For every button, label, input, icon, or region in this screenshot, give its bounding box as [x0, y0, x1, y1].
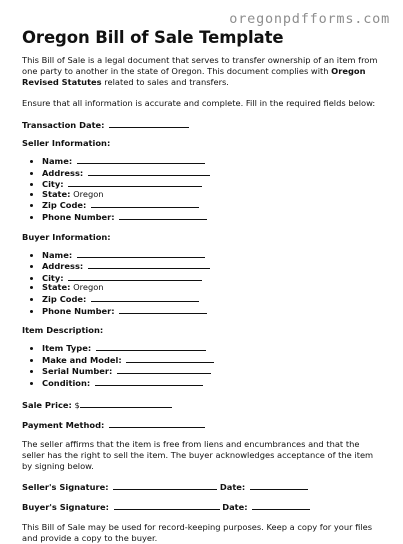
buyer-address-item — [42, 260, 384, 272]
item-serial-label: Serial Number: — [42, 366, 113, 377]
item-condition-label: Condition: — [42, 377, 91, 388]
seller-city-field[interactable] — [68, 178, 202, 187]
buyer-date-field[interactable] — [252, 501, 310, 510]
seller-heading: Seller Information: — [22, 138, 111, 148]
buyer-state-label: State: — [42, 282, 71, 293]
buyer-signature-label: Buyer's Signature: — [22, 501, 109, 512]
buyer-name-item — [42, 249, 384, 261]
seller-phone-item — [42, 211, 384, 223]
transaction-date-label: Transaction Date: — [22, 120, 105, 130]
sale-price-row — [22, 399, 384, 411]
seller-signature-label: Seller's Signature: — [22, 481, 109, 492]
buyer-city-label: City: — [42, 272, 64, 283]
seller-address-label: Address: — [42, 167, 84, 178]
buyer-name-label: Name: — [42, 249, 73, 260]
seller-signature-row — [22, 481, 384, 493]
intro-text-2: related to sales and transfers. — [101, 77, 229, 87]
item-make-item — [42, 354, 384, 366]
intro-paragraph — [22, 55, 384, 88]
item-type-item — [42, 342, 384, 354]
buyer-list — [22, 249, 384, 317]
buyer-signature-field[interactable] — [114, 501, 220, 510]
item-type-field[interactable] — [96, 342, 206, 351]
document-body — [22, 28, 384, 544]
buyer-date-label: Date: — [222, 501, 248, 512]
buyer-address-label: Address: — [42, 261, 84, 272]
site-watermark: oregonpdfforms.com — [229, 11, 390, 27]
buyer-address-field[interactable] — [88, 260, 210, 269]
seller-date-label: Date: — [219, 481, 246, 492]
item-make-label: Make and Model: — [42, 354, 122, 365]
item-serial-field[interactable] — [117, 365, 211, 374]
buyer-signature-row — [22, 501, 384, 513]
seller-name-label: Name: — [42, 156, 73, 166]
seller-state-item — [42, 190, 384, 200]
footer-paragraph: This Bill of Sale may be used for record-keeping purposes. Keep a copy for your files and provide a copy to the buyer. — [22, 521, 373, 543]
seller-date-field[interactable] — [250, 481, 308, 490]
sale-price-label: Sale Price: — [22, 399, 72, 410]
payment-method-row — [22, 419, 384, 431]
buyer-phone-field[interactable] — [119, 305, 207, 314]
seller-zip-field[interactable] — [91, 199, 199, 208]
seller-state-label: State: — [42, 188, 71, 199]
seller-name-item — [42, 155, 384, 167]
seller-signature-field[interactable] — [113, 481, 217, 490]
seller-phone-field[interactable] — [119, 211, 207, 220]
transaction-date-row — [22, 119, 384, 131]
statute-reference: Oregon Revised Statutes — [22, 66, 366, 87]
buyer-name-field[interactable] — [77, 249, 205, 258]
payment-method-field[interactable] — [109, 419, 205, 428]
seller-address-field[interactable] — [88, 167, 210, 176]
buyer-zip-field[interactable] — [91, 293, 199, 302]
item-condition-field[interactable] — [95, 377, 203, 386]
document-title: Oregon Bill of Sale Template — [22, 28, 284, 47]
instructions-paragraph: Ensure that all information is accurate and complete. Fill in the required fields below: — [22, 98, 376, 108]
buyer-city-field[interactable] — [68, 272, 202, 281]
buyer-phone-item — [42, 305, 384, 317]
transaction-date-field[interactable] — [109, 119, 189, 128]
seller-list — [22, 155, 384, 223]
item-serial-item — [42, 365, 384, 377]
buyer-zip-label: Zip Code: — [42, 293, 87, 304]
buyer-state-value: Oregon — [73, 282, 104, 293]
buyer-state-item — [42, 283, 384, 293]
item-heading: Item Description: — [22, 325, 104, 336]
sale-price-currency: $ — [74, 399, 80, 410]
buyer-zip-item — [42, 293, 384, 305]
intro-text-1: This Bill of Sale is a legal document that serves to transfer ownership of an item from one party to another in the state of Oregon. This document complies with — [22, 55, 378, 76]
buyer-phone-label: Phone Number: — [42, 305, 115, 316]
item-type-label: Item Type: — [42, 343, 92, 354]
seller-name-field[interactable] — [77, 155, 205, 164]
buyer-heading: Buyer Information: — [22, 231, 111, 242]
sale-price-field[interactable] — [80, 399, 172, 408]
seller-city-label: City: — [42, 179, 64, 190]
seller-zip-item — [42, 199, 384, 211]
payment-method-label: Payment Method: — [22, 419, 105, 430]
seller-zip-label: Zip Code: — [42, 200, 87, 211]
item-list — [22, 342, 384, 388]
item-make-field[interactable] — [126, 354, 214, 363]
seller-address-item — [42, 167, 384, 179]
seller-state-value: Oregon — [73, 188, 104, 199]
affirmation-paragraph: The seller affirms that the item is free from liens and encumbrances and that the seller has the right to sell the item. The buyer acknowledges acceptance of the item by signing below. — [22, 438, 374, 471]
item-condition-item — [42, 377, 384, 389]
seller-phone-label: Phone Number: — [42, 211, 115, 222]
